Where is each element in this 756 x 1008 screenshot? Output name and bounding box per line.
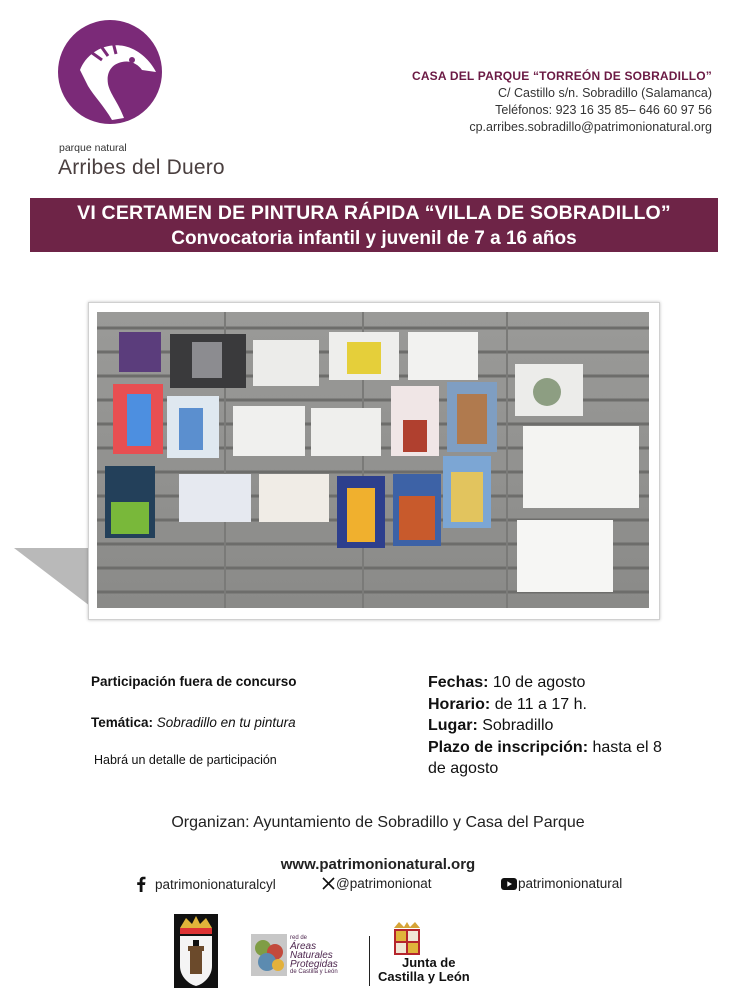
anp-line2: Naturales — [290, 949, 333, 961]
park-logo — [58, 20, 162, 124]
youtube-link[interactable] — [501, 876, 622, 891]
x-icon — [322, 877, 335, 890]
place-line — [428, 715, 668, 737]
hours-value: de 11 a 17 h. — [494, 695, 587, 713]
deadline-value: hasta el 8 de agosto — [428, 738, 662, 777]
theme-label: Temática: — [91, 715, 154, 730]
anp-logo — [251, 934, 338, 976]
theme-value: Sobradillo en tu pintura — [156, 715, 296, 730]
website-link[interactable]: www.patrimonionatural.org — [280, 856, 476, 873]
deadline-line — [428, 737, 668, 780]
facebook-link[interactable] — [135, 876, 276, 892]
participation-note: Participación fuera de concurso — [91, 674, 297, 689]
facebook-icon — [135, 876, 147, 892]
phones: Teléfonos: 923 16 35 85– 646 60 97 56 — [495, 103, 712, 117]
logo-subtitle: parque natural — [59, 142, 127, 154]
dates-value: 10 de agosto — [492, 674, 586, 691]
title-banner — [30, 198, 718, 252]
anp-line3: Protegidas — [290, 958, 338, 970]
place-value: Sobradillo — [482, 717, 554, 734]
deadline-label: Plazo de inscripción: — [428, 738, 589, 756]
contact-block — [412, 68, 712, 136]
center-name: CASA DEL PARQUE “TORREÓN DE SOBRADILLO” — [411, 69, 712, 83]
photo-shadow — [14, 548, 90, 606]
theme-line — [91, 715, 296, 730]
hours-line — [428, 694, 668, 716]
jcyl-line1: Junta de — [402, 955, 456, 970]
x-link[interactable] — [322, 876, 432, 891]
anp-logo-icon — [251, 934, 287, 976]
place-label: Lugar: — [428, 717, 478, 734]
anp-line4: de Castilla y León — [290, 968, 338, 975]
heron-logo-icon — [58, 20, 162, 124]
facebook-handle: patrimonionaturalcyl — [155, 876, 276, 892]
banner-title: VI CERTAMEN DE PINTURA RÁPIDA “VILLA DE SOBRADILLO” — [77, 202, 671, 224]
address: C/ Castillo s/n. Sobradillo (Salamanca) — [498, 86, 712, 100]
organizers: Organizan: Ayuntamiento de Sobradillo y Casa del Parque — [171, 814, 585, 831]
banner-subtitle: Convocatoria infantil y juvenil de 7 a 16 años — [171, 228, 577, 249]
youtube-icon — [501, 878, 517, 890]
paintings-photo — [97, 312, 649, 608]
email: cp.arribes.sobradillo@patrimonionatural.org — [469, 120, 712, 134]
dates-label: Fechas: — [428, 674, 489, 691]
jcyl-shield-icon — [390, 922, 424, 958]
hours-label: Horario: — [428, 695, 491, 713]
x-handle: @patrimonionat — [336, 876, 432, 891]
gift-note: Habrá un detalle de participación — [94, 753, 277, 767]
sobradillo-shield-icon — [174, 914, 218, 988]
anp-line1: Áreas — [290, 940, 317, 952]
dates-line — [428, 672, 668, 694]
jcyl-logo — [369, 922, 470, 986]
event-details — [428, 672, 668, 780]
youtube-handle: patrimonionatural — [518, 876, 623, 891]
anp-line0: red de — [290, 934, 308, 941]
logo-title: Arribes del Duero — [58, 156, 225, 179]
jcyl-line2: Castilla y León — [378, 969, 470, 984]
